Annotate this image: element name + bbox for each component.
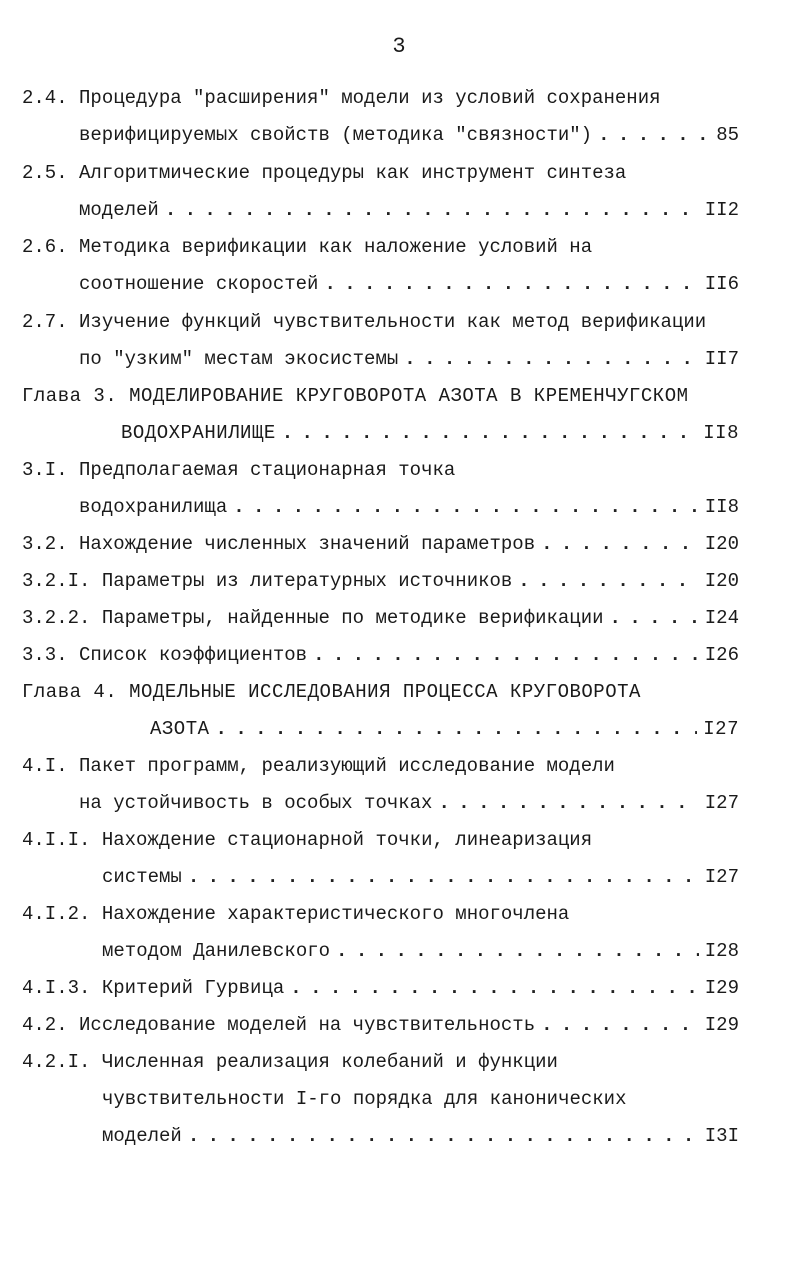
toc-entry-title: Предполагаемая стационарная точка	[79, 459, 456, 481]
dot-leader	[216, 711, 698, 747]
toc-page-number: I28	[704, 940, 739, 962]
toc-entry-title-cont: по "узким" местам экосистемы	[79, 348, 399, 370]
toc-page-number: II8	[703, 422, 739, 444]
toc-entry-title: Методика верификации как наложение условий на	[79, 236, 593, 258]
toc-entry-title-cont: соотношение скоростей	[79, 273, 319, 295]
toc-page-number: I29	[704, 1014, 739, 1036]
toc-page-number: II8	[704, 496, 739, 518]
toc-page-number: II2	[704, 199, 739, 221]
toc-entry-4-1-2-line2	[102, 933, 739, 969]
toc-entry-title: Изучение функций чувствительности как метод верификации	[79, 311, 707, 333]
toc-entry-title: Список коэффициентов	[79, 644, 308, 666]
toc-entry-4-1-line1	[22, 748, 615, 784]
toc-entry-title: Алгоритмические процедуры как инструмент синтеза	[79, 162, 627, 184]
dot-leader	[324, 266, 698, 302]
toc-entry-title: Параметры из литературных источников	[101, 570, 513, 592]
toc-entry-number: 3.2.I.	[22, 570, 91, 592]
toc-entry-number: 4.I.I.	[22, 829, 91, 851]
toc-entry-number: 4.I.3.	[22, 977, 91, 999]
toc-entry-number: 2.4.	[22, 87, 68, 109]
toc-entry-title: Нахождение характеристического многочлена	[101, 903, 570, 925]
toc-entry-number: 4.2.I.	[22, 1051, 91, 1073]
toc-entry-title-cont: моделей	[79, 199, 159, 221]
toc-entry-4-2	[22, 1007, 739, 1043]
toc-entry-2-7-line1	[22, 304, 706, 340]
toc-page-number: II7	[704, 348, 739, 370]
toc-entry-title: Процедура "расширения" модели из условий сохранения	[79, 87, 661, 109]
toc-chapter-number: Глава 3.	[22, 385, 118, 407]
toc-entry-2-5-line1	[22, 155, 626, 191]
toc-entry-4-1-line2	[79, 785, 739, 821]
toc-page-number: I27	[704, 866, 739, 888]
dot-leader	[518, 563, 698, 599]
toc-entry-number: 2.7.	[22, 311, 68, 333]
toc-chapter-title-cont: ВОДОХРАНИЛИЩЕ	[121, 422, 276, 444]
toc-entry-title-cont: системы	[102, 866, 182, 888]
toc-entry-title-cont: чувствительности I-го порядка для канонических	[102, 1088, 627, 1110]
toc-entry-4-1-3	[22, 970, 739, 1006]
toc-entry-3-2-1	[22, 563, 739, 599]
toc-page-number: I3I	[704, 1125, 739, 1147]
toc-entry-title-cont: водохранилища	[79, 496, 228, 518]
toc-page-number: I27	[703, 718, 739, 740]
toc-entry-number: 3.2.	[22, 533, 68, 555]
toc-entry-4-2-1-line2	[102, 1081, 627, 1117]
toc-entry-2-6-line2	[79, 266, 739, 302]
toc-entry-2-7-line2	[79, 341, 739, 377]
dot-leader	[598, 117, 710, 153]
toc-entry-number: 4.2.	[22, 1014, 68, 1036]
toc-entry-4-2-1-line3	[102, 1118, 739, 1154]
dot-leader	[438, 785, 698, 821]
toc-entry-title: Нахождение стационарной точки, линеаризация	[101, 829, 593, 851]
toc-entry-3-1-line1	[22, 452, 455, 488]
toc-entry-2-5-line2	[79, 192, 739, 228]
dot-leader	[188, 859, 699, 895]
toc-entry-4-1-2-line1	[22, 896, 569, 932]
toc-chapter-number: Глава 4.	[22, 681, 118, 703]
toc-entry-number: 3.I.	[22, 459, 68, 481]
toc-entry-2-4-line2	[79, 117, 739, 153]
toc-entry-number: 4.I.2.	[22, 903, 91, 925]
dot-leader	[541, 526, 699, 562]
toc-entry-2-4-line1	[22, 80, 661, 116]
toc-entry-number: 3.3.	[22, 644, 68, 666]
toc-entry-3-2	[22, 526, 739, 562]
toc-chapter-3-line1	[22, 378, 689, 414]
toc-entry-title: Нахождение численных значений параметров	[79, 533, 536, 555]
toc-chapter-title-cont: АЗОТА	[150, 718, 210, 740]
toc-entry-3-2-2	[22, 600, 739, 636]
dot-leader	[610, 600, 699, 636]
toc-chapter-title: МОДЕЛЬНЫЕ ИССЛЕДОВАНИЯ ПРОЦЕССА КРУГОВОРОТА	[129, 681, 641, 703]
dot-leader	[282, 415, 698, 451]
toc-entry-number: 2.6.	[22, 236, 68, 258]
toc-entry-3-1-line2	[79, 489, 739, 525]
toc-entry-title: Критерий Гурвица	[101, 977, 285, 999]
page-number: 3	[392, 34, 406, 59]
toc-chapter-4-line2	[150, 711, 739, 747]
toc-page-number: II6	[704, 273, 739, 295]
toc-entry-title: Численная реализация колебаний и функции	[101, 1051, 558, 1073]
toc-entry-title: Параметры, найденные по методике верификации	[101, 607, 604, 629]
toc-entry-title: Исследование моделей на чувствительность	[79, 1014, 536, 1036]
toc-page-number: I29	[704, 977, 739, 999]
dot-leader	[165, 192, 699, 228]
toc-entry-4-1-1-line2	[102, 859, 739, 895]
toc-entry-number: 4.I.	[22, 755, 68, 777]
toc-entry-number: 3.2.2.	[22, 607, 91, 629]
toc-entry-title: Пакет программ, реализующий исследование модели	[79, 755, 615, 777]
toc-entry-title-cont: на устойчивость в особых точках	[79, 792, 433, 814]
dot-leader	[404, 341, 699, 377]
toc-entry-4-1-1-line1	[22, 822, 592, 858]
toc-entry-title-cont: методом Данилевского	[102, 940, 331, 962]
toc-page-number: I24	[704, 607, 739, 629]
toc-entry-4-2-1-line1	[22, 1044, 558, 1080]
toc-page-number: I20	[704, 533, 739, 555]
toc-page-number: 85	[716, 124, 739, 146]
dot-leader	[541, 1007, 699, 1043]
dot-leader	[188, 1118, 699, 1154]
toc-entry-title-cont: моделей	[102, 1125, 182, 1147]
toc-chapter-title: МОДЕЛИРОВАНИЕ КРУГОВОРОТА АЗОТА В КРЕМЕНЧУГСКОМ	[129, 385, 689, 407]
toc-page-number: I27	[704, 792, 739, 814]
toc-page-number: I26	[704, 644, 739, 666]
toc-chapter-4-line1	[22, 674, 641, 710]
toc-page-number: I20	[704, 570, 739, 592]
toc-entry-3-3	[22, 637, 739, 673]
dot-leader	[290, 970, 699, 1006]
toc-chapter-3-line2	[121, 415, 739, 451]
toc-entry-title-cont: верифицируемых свойств (методика "связности")	[79, 124, 593, 146]
toc-entry-number: 2.5.	[22, 162, 68, 184]
dot-leader	[233, 489, 699, 525]
dot-leader	[336, 933, 699, 969]
dot-leader	[313, 637, 699, 673]
toc-entry-2-6-line1	[22, 229, 592, 265]
